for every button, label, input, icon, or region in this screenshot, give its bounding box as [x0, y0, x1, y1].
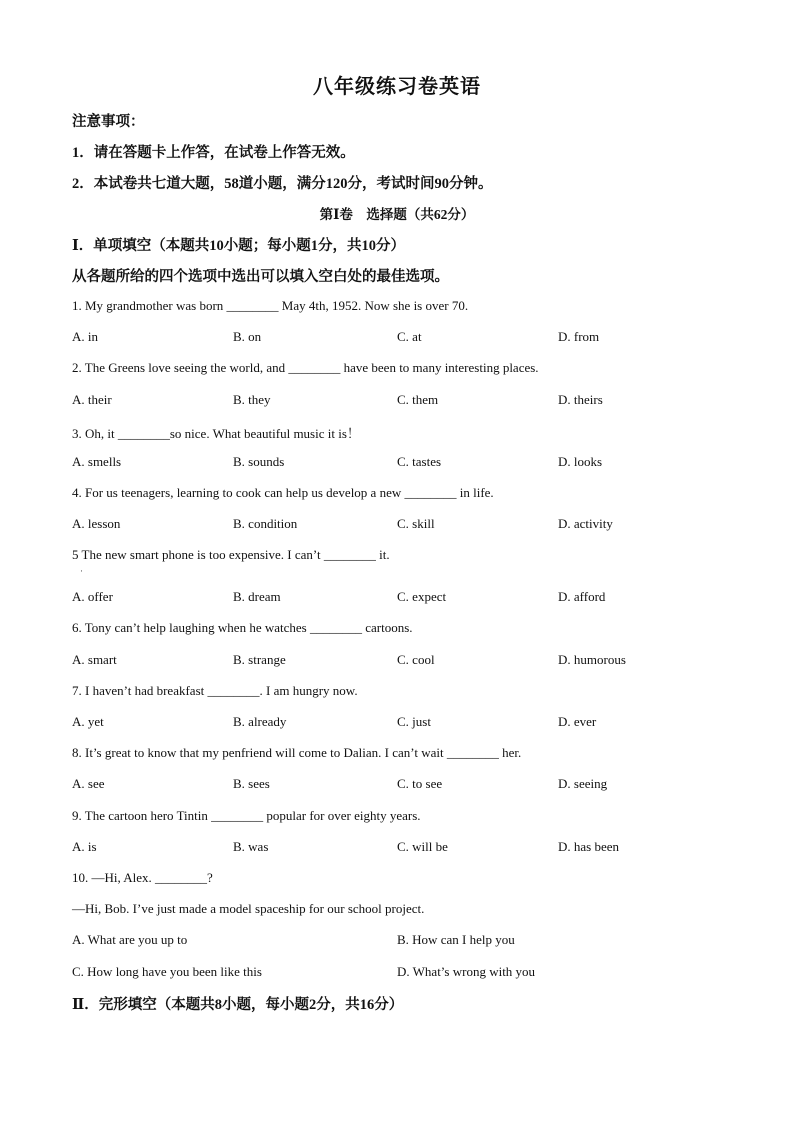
option-1d: D. from [558, 329, 600, 344]
option-5b: B. dream [233, 589, 281, 604]
option-3c: C. tastes [397, 454, 442, 469]
option-4b: B. condition [233, 516, 298, 531]
question-7: 7. I haven’t had breakfast ________. I am hungry now. [72, 683, 358, 698]
option-8c: C. to see [397, 776, 443, 791]
option-5d: D. afford [558, 589, 606, 604]
option-7b: B. already [233, 714, 287, 729]
option-9b: B. was [233, 839, 269, 854]
option-6d: D. humorous [558, 652, 626, 667]
option-1b: B. on [233, 329, 262, 344]
option-1a: A. in [72, 329, 98, 344]
option-3b: B. sounds [233, 454, 285, 469]
option-2c: C. them [397, 392, 439, 407]
note-item-1: 1．请在答题卡上作答，在试卷上作答无效。 [72, 145, 355, 161]
option-1c: C. at [397, 329, 422, 344]
question-2: 2. The Greens love seeing the world, and ________ have been to many interesting places. [72, 360, 539, 375]
option-4d: D. activity [558, 516, 613, 531]
section-title-2: Ⅱ．完形填空（本题共8小题，每小题2分，共16分） [72, 997, 404, 1013]
option-3d: D. looks [558, 454, 603, 469]
option-2b: B. they [233, 392, 271, 407]
note-item-2: 2．本试卷共七道大题，58道小题，满分120分，考试时间90分钟。 [72, 176, 493, 192]
option-10b: B. How can I help you [397, 932, 515, 947]
option-2a: A. their [72, 392, 112, 407]
option-5c: C. expect [397, 589, 447, 604]
option-6c: C. cool [397, 652, 435, 667]
page-title: 八年级练习卷英语 [313, 76, 481, 98]
option-8d: D. seeing [558, 776, 608, 791]
option-10a: A. What are you up to [72, 932, 188, 947]
section-instruction: 从各题所给的四个选项中选出可以填入空白处的最佳选项。 [72, 269, 449, 285]
option-8b: B. sees [233, 776, 270, 791]
stray-dot: · [80, 566, 83, 576]
question-1: 1. My grandmother was born ________ May 4th, 1952. Now she is over 70. [72, 298, 469, 313]
question-5: 5 The new smart phone is too expensive. I can’t ________ it. [72, 547, 390, 562]
notes-heading: 注意事项： [72, 114, 145, 130]
section-title-1: Ⅰ．单项填空（本题共10小题；每小题1分，共10分） [72, 238, 406, 254]
option-3a: A. smells [72, 454, 122, 469]
option-9d: D. has been [558, 839, 620, 854]
option-9c: C. will be [397, 839, 448, 854]
question-3: 3. Oh, it ________so nice. What beautiful music it is！ [72, 426, 360, 441]
question-9: 9. The cartoon hero Tintin ________ popular for over eighty years. [72, 808, 421, 823]
option-10d: D. What’s wrong with you [397, 964, 536, 979]
question-10-reply: —Hi, Bob. I’ve just made a model spaceship for our school project. [72, 901, 425, 916]
option-9a: A. is [72, 839, 97, 854]
option-4c: C. skill [397, 516, 435, 531]
option-6b: B. strange [233, 652, 286, 667]
option-5a: A. offer [72, 589, 113, 604]
option-2d: D. theirs [558, 392, 603, 407]
option-7c: C. just [397, 714, 431, 729]
option-8a: A. see [72, 776, 105, 791]
option-10c: C. How long have you been like this [72, 964, 262, 979]
question-8: 8. It’s great to know that my penfriend will come to Dalian. I can’t wait ________ her. [72, 745, 522, 760]
option-7d: D. ever [558, 714, 597, 729]
question-10: 10. —Hi, Alex. ________? [72, 870, 213, 885]
option-6a: A. smart [72, 652, 117, 667]
option-4a: A. lesson [72, 516, 121, 531]
question-6: 6. Tony can’t help laughing when he watches ________ cartoons. [72, 620, 413, 635]
question-4: 4. For us teenagers, learning to cook can help us develop a new ________ in life. [72, 485, 494, 500]
option-7a: A. yet [72, 714, 104, 729]
part-title: 第Ⅰ卷 选择题（共62分） [319, 207, 475, 222]
